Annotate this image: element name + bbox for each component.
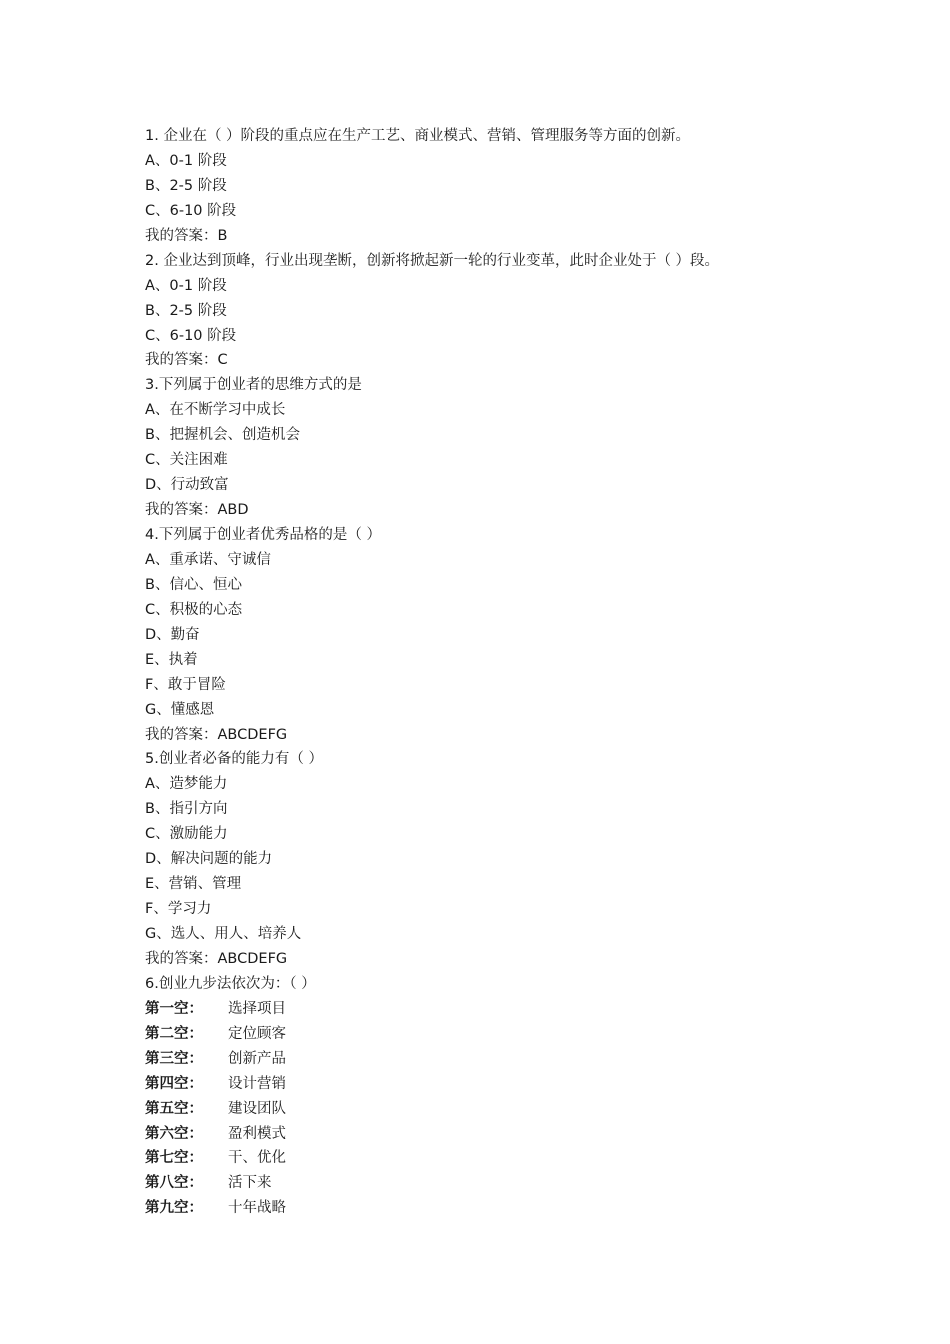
blank-label: 第一空： [145, 1000, 203, 1017]
my-answer: 我的答案：ABCDEFG [145, 950, 288, 967]
question-stem: 2. 企业达到顶峰，行业出现垄断，创新将掀起新一轮的行业变革，此时企业处于（ ）段。 [145, 252, 720, 269]
question-stem: 6.创业九步法依次为：（ ） [145, 975, 316, 992]
question-2 [145, 249, 845, 374]
question-stem: 5.创业者必备的能力有（ ） [145, 751, 323, 768]
question-stem: 4.下列属于创业者优秀品格的是（ ） [145, 527, 381, 543]
option: C、关注困难 [145, 452, 228, 469]
blank-answer: 选择项目 [228, 1000, 286, 1017]
blank-label: 第五空： [145, 1100, 203, 1117]
blank-row [145, 1196, 845, 1221]
blank-row [145, 1146, 845, 1171]
option: A、在不断学习中成长 [145, 402, 286, 419]
blank-row [145, 1171, 845, 1196]
my-answer: 我的答案：ABD [145, 502, 249, 519]
question-stem: 3.下列属于创业者的思维方式的是 [145, 377, 362, 394]
blank-row [145, 997, 845, 1022]
question-6 [145, 972, 845, 1221]
blank-answer: 活下来 [228, 1175, 272, 1192]
option: A、重承诺、守诚信 [145, 551, 271, 568]
question-4 [145, 523, 845, 747]
blank-row [145, 1022, 845, 1047]
option: E、营销、管理 [145, 876, 242, 893]
blank-label: 第七空： [145, 1150, 203, 1167]
blank-label: 第三空： [145, 1050, 203, 1067]
blank-row [145, 1097, 845, 1122]
option: B、信心、恒心 [145, 576, 242, 593]
option: F、学习力 [145, 901, 212, 918]
option: C、6-10 阶段 [145, 327, 237, 344]
blank-label: 第九空： [145, 1200, 203, 1217]
my-answer: 我的答案：ABCDEFG [145, 726, 288, 743]
blank-answer: 盈利模式 [228, 1125, 286, 1142]
my-answer: 我的答案：B [145, 227, 228, 244]
option: A、造梦能力 [145, 776, 228, 793]
question-1 [145, 124, 845, 249]
option: B、指引方向 [145, 801, 228, 818]
option: C、6-10 阶段 [145, 202, 237, 219]
option: G、懂感恩 [145, 701, 215, 718]
option: C、激励能力 [145, 826, 228, 843]
question-stem: 1. 企业在（ ）阶段的重点应在生产工艺、商业模式、营销、管理服务等方面的创新。 [145, 128, 691, 144]
blank-answer: 十年战略 [228, 1200, 286, 1217]
blank-label: 第四空： [145, 1075, 203, 1092]
blank-label: 第二空： [145, 1025, 203, 1042]
blank-row [145, 1122, 845, 1147]
option: B、把握机会、创造机会 [145, 427, 300, 444]
blank-answer: 干、优化 [228, 1150, 286, 1167]
option: A、0-1 阶段 [145, 277, 227, 294]
option: D、勤奋 [145, 626, 200, 643]
blank-answer: 创新产品 [228, 1050, 286, 1067]
option: E、执着 [145, 651, 198, 668]
question-5 [145, 747, 845, 971]
my-answer: 我的答案：C [145, 352, 228, 369]
blank-answer: 设计营销 [228, 1075, 286, 1092]
option: D、行动致富 [145, 477, 229, 494]
option: B、2-5 阶段 [145, 177, 227, 194]
option: A、0-1 阶段 [145, 152, 227, 169]
option: F、敢于冒险 [145, 676, 226, 693]
blank-row [145, 1072, 845, 1097]
option: D、解决问题的能力 [145, 851, 273, 868]
option: C、积极的心态 [145, 601, 243, 618]
blank-answer: 定位顾客 [228, 1025, 286, 1042]
blank-label: 第六空： [145, 1125, 203, 1142]
document-page [145, 124, 845, 1221]
option: B、2-5 阶段 [145, 302, 227, 319]
question-list [145, 124, 845, 972]
question-3 [145, 373, 845, 523]
blank-answer: 建设团队 [228, 1100, 286, 1117]
blank-row [145, 1047, 845, 1072]
blank-list [145, 997, 845, 1221]
blank-label: 第八空： [145, 1175, 203, 1192]
option: G、选人、用人、培养人 [145, 926, 302, 942]
